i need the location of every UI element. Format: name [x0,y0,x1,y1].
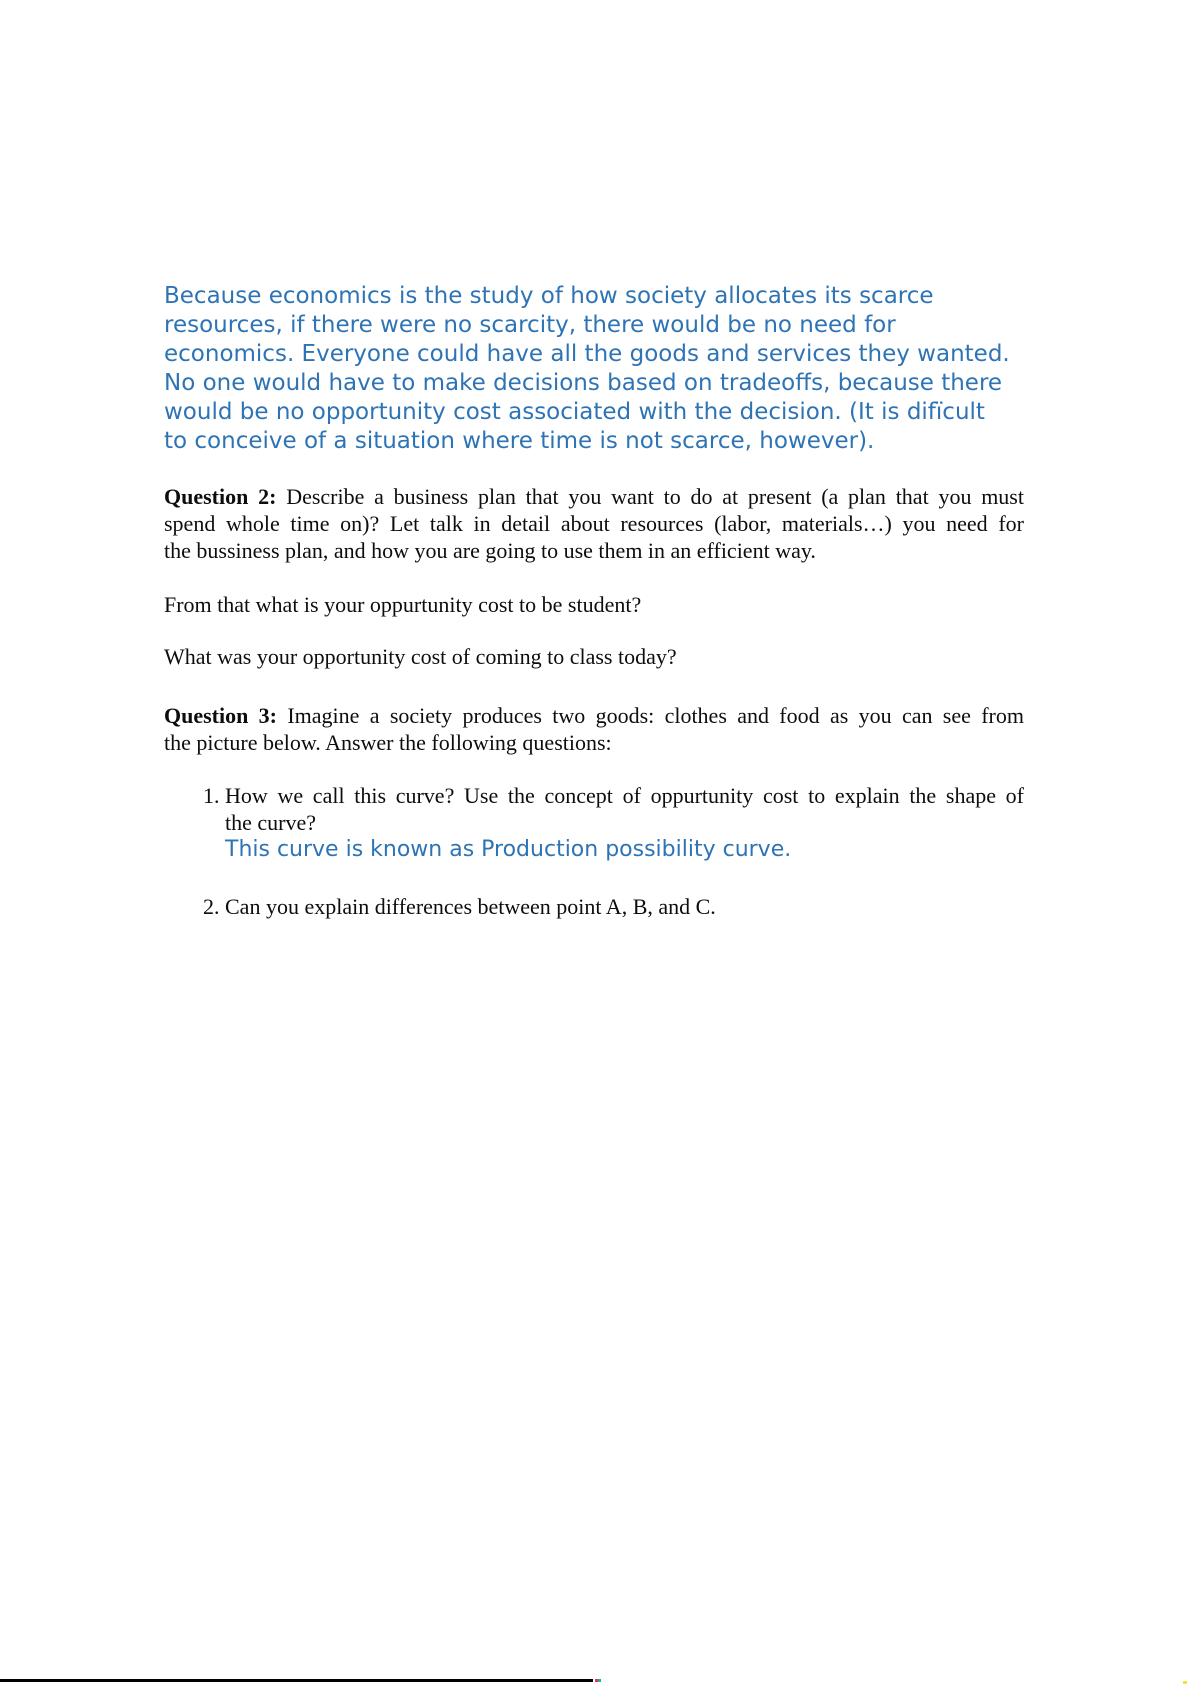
cropped-image-teal-speck [598,1679,601,1682]
list-item-1-number: 1. [203,783,220,808]
followup-question-1: From that what is your oppurtunity cost to be student? [164,592,642,617]
list-item-1-line: How we call this curve? Use the concept of oppurtunity cost to explain the shape of [225,783,1024,808]
list-item-1-line: the curve? [225,810,316,835]
list-item-1-answer: This curve is known as Production possibility curve. [225,837,792,862]
question2-paragraph [164,483,1024,564]
cropped-image-yellow-speck [1183,1681,1187,1684]
question2-line: spend whole time on)? Let talk in detail about resources (labor, materials…) you need for [164,511,1024,536]
intro-paragraph [164,282,1010,456]
question3-paragraph [164,702,1024,756]
question2-label: Question 2: [164,484,277,509]
intro-line: to conceive of a situation where time is not scarce, however). [164,428,875,454]
intro-line: resources, if there were no scarcity, there would be no need for [164,312,896,338]
question2-line: the bussiness plan, and how you are going to use them in an efficient way. [164,538,816,563]
intro-line: No one would have to make decisions based on tradeoffs, because there [164,370,1003,396]
question3-line [164,702,1024,729]
list-item-2: Can you explain differences between point A, B, and C. [225,894,716,919]
question2-line [164,483,1024,510]
intro-line: economics. Everyone could have all the goods and services they wanted. [164,341,1010,367]
question2-line1-text: Describe a business plan that you want to do at present (a plan that you must [276,484,1024,509]
list-item-1 [225,782,1024,863]
question3-line1-text: Imagine a society produces two goods: clothes and food as you can see from [277,703,1024,728]
intro-line: would be no opportunity cost associated with the decision. (It is difïcult [164,399,985,425]
list-item-2-number: 2. [203,894,220,919]
question3-label: Question 3: [164,703,278,728]
followup-question-2: What was your opportunity cost of coming to class today? [164,644,677,669]
cropped-image-top-border [0,1679,593,1682]
question3-line: the picture below. Answer the following questions: [164,730,612,755]
intro-line: Because economics is the study of how society allocates its scarce [164,283,934,309]
